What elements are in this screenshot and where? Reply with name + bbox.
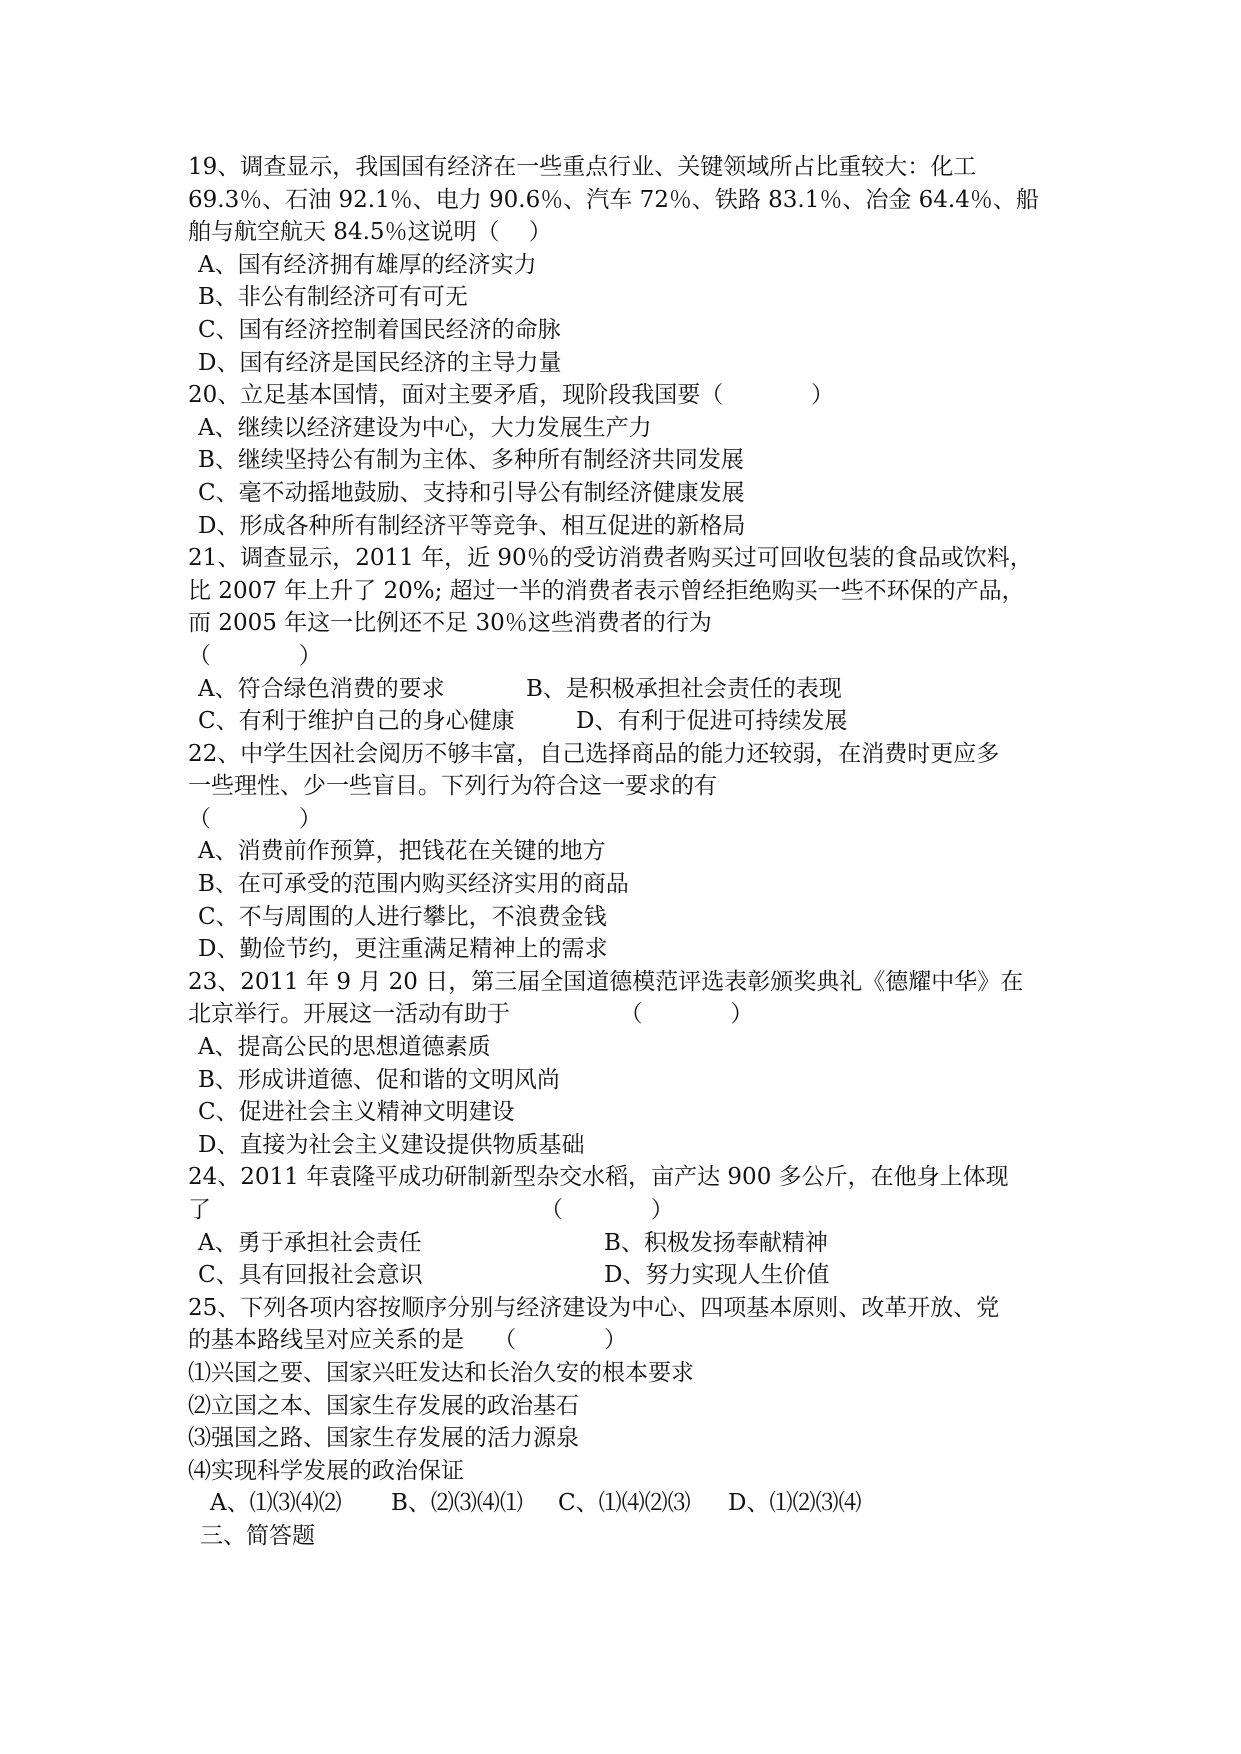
answer-bracket: （ ） [188,805,322,832]
option-a: A、消费前作预算，把钱花在关键的地方 [198,838,606,865]
option-a: A、提高公民的思想道德素质 [198,1034,491,1061]
question-stem-line: 北京举行。开展这一活动有助于 （ ） [188,1001,754,1028]
option-d: D、⑴⑵⑶⑷ [728,1490,862,1517]
option-b: B、在可承受的范围内购买经济实用的商品 [198,871,629,898]
statement-item: ⑴兴国之要、国家兴旺发达和长治久安的根本要求 [188,1359,694,1386]
option-b: B、积极发扬奉献精神 [604,1229,828,1256]
options-row [188,1487,1068,1520]
question-21 [188,542,1068,738]
option-d: D、努力实现人生价值 [604,1262,830,1289]
question-stem-line: 25、下列各项内容按顺序分别与经济建设为中心、四项基本原则、改革开放、党 [188,1294,1000,1321]
option-c: C、促进社会主义精神文明建设 [198,1099,515,1126]
option-d: D、国有经济是国民经济的主导力量 [198,349,562,376]
option-a: A、国有经济拥有雄厚的经济实力 [198,251,537,278]
option-d: D、直接为社会主义建设提供物质基础 [198,1131,585,1158]
option-b: B、非公有制经济可有可无 [198,284,468,311]
question-stem-line: 19、调查显示，我国国有经济在一些重点行业、关键领域所占比重较大：化工 [188,154,977,180]
answer-bracket: （ ） [188,642,322,669]
option-d: D、有利于促进可持续发展 [576,708,848,735]
statement-item: ⑷实现科学发展的政治保证 [188,1457,464,1484]
question-stem-line: 一些理性、少一些盲目。下列行为符合这一要求的有 [188,773,717,800]
options-row [188,705,1068,738]
option-a: A、勇于承担社会责任 [198,1229,422,1256]
question-20 [188,379,1068,542]
question-stem-line: 22、中学生因社会阅历不够丰富，自己选择商品的能力还较弱，在消费时更应多 [188,740,1000,767]
question-stem-line: 比 2007 年上升了 20%; 超过一半的消费者表示曾经拒绝购买一些不环保的产品， [188,577,1025,604]
options-row [188,673,1068,706]
question-23 [188,966,1068,1162]
question-stem-line: 23、2011 年 9 月 20 日，第三届全国道德模范评选表彰颁奖典礼《德耀中华》在 [188,968,1024,995]
question-stem-line: 69.3％、石油 92.1％、电力 90.6％、汽车 72％、铁路 83.1％、冶金 64.4％、船 [188,186,1039,213]
option-a: A、继续以经济建设为中心，大力发展生产力 [198,414,652,441]
question-19 [188,151,1068,379]
option-a: A、符合绿色消费的要求 [198,675,445,702]
section-heading: 三、简答题 [200,1522,315,1549]
question-stem-line: 20、立足基本国情，面对主要矛盾，现阶段我国要（ ） [188,382,834,409]
option-d: D、勤俭节约，更注重满足精神上的需求 [198,936,608,963]
question-22 [188,738,1068,966]
question-stem-line: 舶与航空航天 84.5％这说明（ ） [188,219,552,246]
question-stem-line: 了 （ ） [188,1197,674,1223]
options-row [188,1259,1068,1292]
statement-item: ⑵立国之本、国家生存发展的政治基石 [188,1392,579,1419]
statement-item: ⑶强国之路、国家生存发展的活力源泉 [188,1425,579,1452]
option-c: C、毫不动摇地鼓励、支持和引导公有制经济健康发展 [198,479,745,506]
option-c: C、国有经济控制着国民经济的命脉 [198,316,561,343]
options-row [188,1227,1068,1260]
option-b: B、形成讲道德、促和谐的文明风尚 [198,1066,560,1093]
option-c: C、具有回报社会意识 [198,1262,423,1289]
question-stem-line: 的基本路线呈对应关系的是 （ ） [188,1327,627,1354]
option-c: C、有利于维护自己的身心健康 [198,708,515,735]
option-b: B、继续坚持公有制为主体、多种所有制经济共同发展 [198,447,744,474]
document-content [188,151,1068,1553]
question-25 [188,1292,1068,1520]
option-c: C、不与周围的人进行攀比，不浪费金钱 [198,903,607,930]
question-24 [188,1161,1068,1291]
option-b: B、是积极承担社会责任的表现 [526,675,842,702]
question-stem-line: 而 2005 年这一比例还不足 30％这些消费者的行为 [188,610,712,637]
option-b: B、⑵⑶⑷⑴ [391,1490,523,1517]
question-stem-line: 24、2011 年袁隆平成功研制新型杂交水稻，亩产达 900 多公斤，在他身上体现 [188,1164,1009,1191]
question-stem-line: 21、调查显示，2011 年，近 90％的受访消费者购买过可回收包装的食品或饮料， [188,545,1033,572]
option-d: D、形成各种所有制经济平等竞争、相互促进的新格局 [198,512,746,539]
option-a: A、⑴⑶⑷⑵ [210,1490,342,1517]
option-c: C、⑴⑷⑵⑶ [558,1490,691,1517]
